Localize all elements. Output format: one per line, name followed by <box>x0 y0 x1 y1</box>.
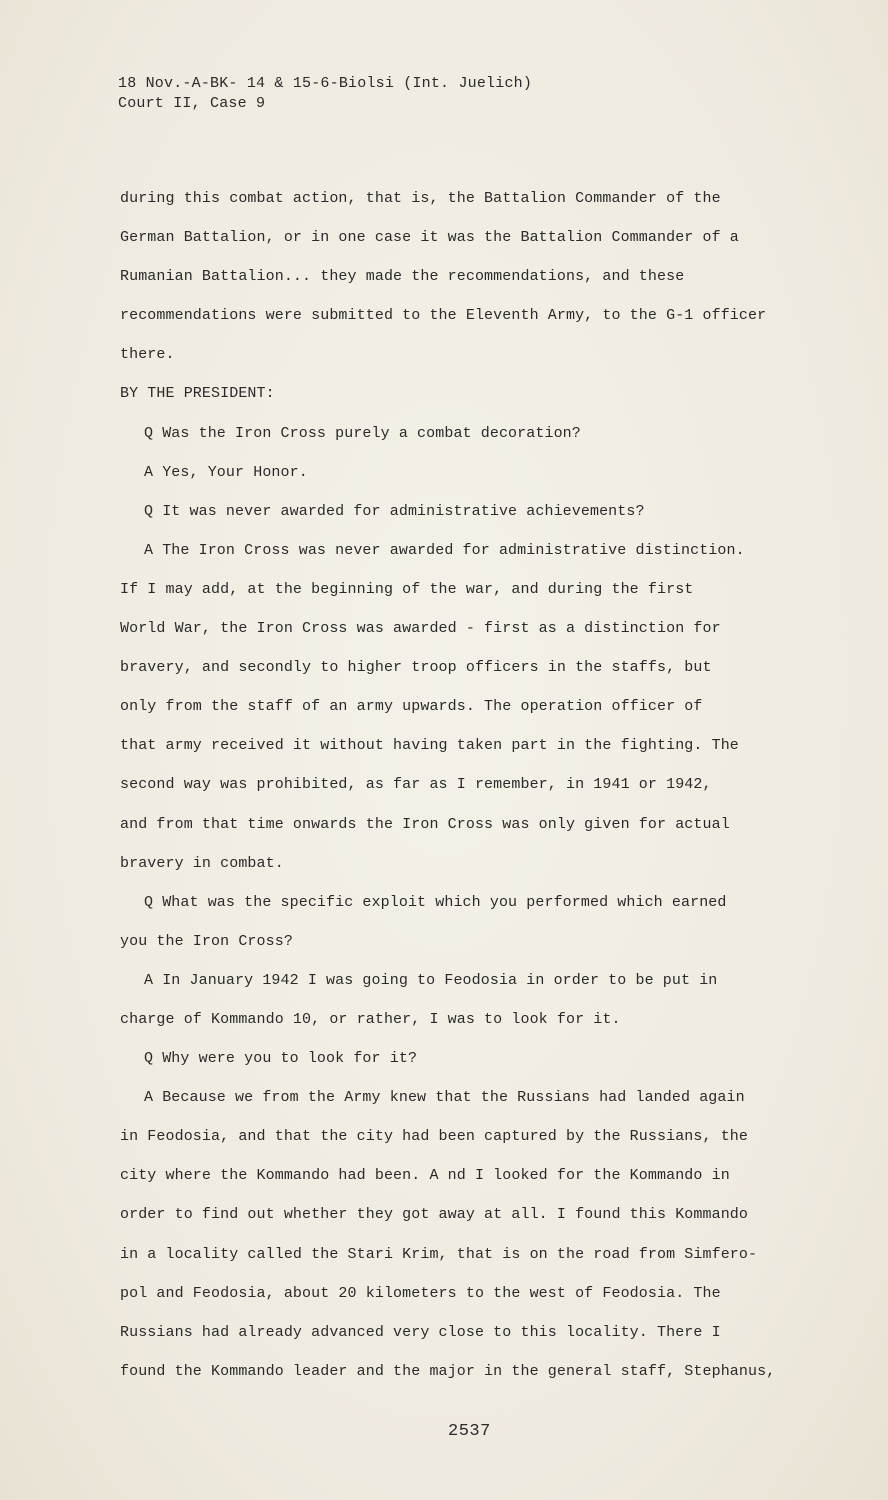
text-line: that army received it without having taken part in the fighting. The <box>120 737 739 755</box>
header-line-1: 18 Nov.-A-BK- 14 & 15-6-Biolsi (Int. Juelich) <box>118 75 533 92</box>
question-line: Q What was the specific exploit which you performed which earned <box>144 893 727 911</box>
text-line: there. <box>120 346 175 364</box>
transcript-body <box>120 186 830 1398</box>
text-line: Russians had already advanced very close to this locality. There I <box>120 1323 721 1341</box>
text-line: charge of Kommando 10, or rather, I was to look for it. <box>120 1010 621 1028</box>
text-line: in a locality called the Stari Krim, that is on the road from Simfero- <box>120 1245 758 1263</box>
page-number: 2537 <box>448 1422 491 1441</box>
text-line: second way was prohibited, as far as I remember, in 1941 or 1942, <box>120 776 712 794</box>
text-line: Rumanian Battalion... they made the recommendations, and these <box>120 268 685 286</box>
document-header <box>118 74 532 114</box>
text-line: city where the Kommando had been. A nd I looked for the Kommando in <box>120 1167 730 1185</box>
text-line: bravery, and secondly to higher troop officers in the staffs, but <box>120 659 712 677</box>
question-line: Q Was the Iron Cross purely a combat decoration? <box>144 424 581 442</box>
text-line: If I may add, at the beginning of the war, and during the first <box>120 580 694 598</box>
question-line: Q Why were you to look for it? <box>144 1050 418 1068</box>
section-heading: BY THE PRESIDENT: <box>120 385 275 403</box>
text-line: pol and Feodosia, about 20 kilometers to the west of Feodosia. The <box>120 1284 721 1302</box>
text-line: during this combat action, that is, the Battalion Commander of the <box>120 190 721 207</box>
answer-line: A Because we from the Army knew that the Russians had landed again <box>144 1089 745 1107</box>
answer-line: A In January 1942 I was going to Feodosia in order to be put in <box>144 971 718 989</box>
answer-line: A The Iron Cross was never awarded for administrative distinction. <box>144 541 745 559</box>
question-line: Q It was never awarded for administrative achievements? <box>144 502 645 520</box>
text-line: bravery in combat. <box>120 854 284 872</box>
text-line: only from the staff of an army upwards. The operation officer of <box>120 698 703 716</box>
answer-line: A Yes, Your Honor. <box>144 463 308 481</box>
text-line: in Feodosia, and that the city had been captured by the Russians, the <box>120 1128 749 1146</box>
text-line: World War, the Iron Cross was awarded - first as a distinction for <box>120 620 721 638</box>
text-line: found the Kommando leader and the major in the general staff, Stephanus, <box>120 1362 776 1380</box>
text-line: order to find out whether they got away at all. I found this Kommando <box>120 1206 749 1224</box>
text-line: you the Iron Cross? <box>120 932 293 950</box>
text-line: recommendations were submitted to the Eleventh Army, to the G-1 officer <box>120 307 767 325</box>
text-line: German Battalion, or in one case it was the Battalion Commander of a <box>120 229 739 247</box>
header-line-2: Court II, Case 9 <box>118 95 266 112</box>
text-line: and from that time onwards the Iron Cross was only given for actual <box>120 815 730 833</box>
